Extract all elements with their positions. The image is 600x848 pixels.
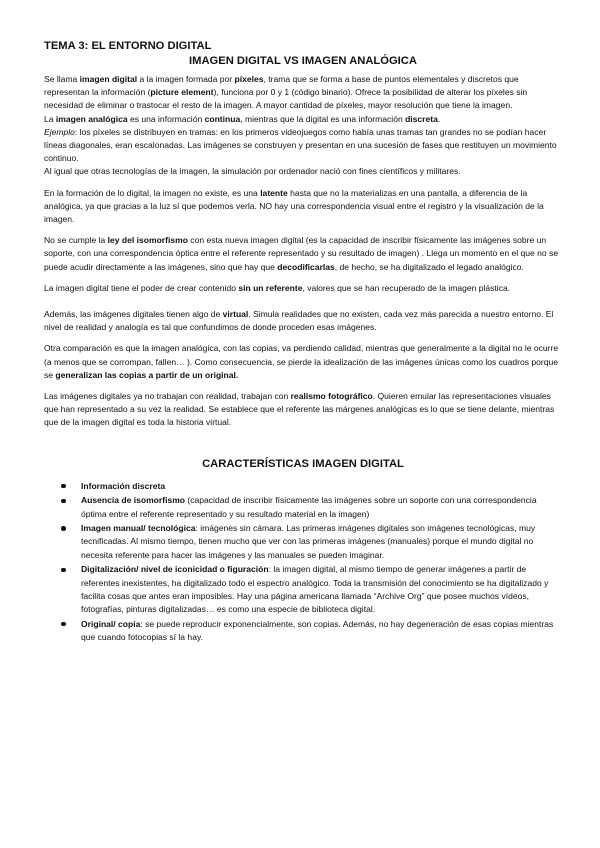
text-run: . Simula realidades que no existen, cada vez más parecida a nuestro entorno. El nivel de realidad y analogía es tal que confundimos de donde proceden esas imágenes. xyxy=(44,309,554,333)
bold-run: sin un referente xyxy=(238,282,303,293)
text-run: : la imagen digital, al mismo tiempo de generar imágenes a partir de referentes inexistentes, ha digitalizado todo el espectro analógico. Toda la transmisión del conocimiento se ha digitalizado y facilita cosas que antes eran imposibles. Hay una página americana llamada “Archive Org” que posee muchos vídeos, fotografías, pinturas digitalizadas… es como una especie de biblioteca digital. xyxy=(81,564,549,614)
document-title: TEMA 3: EL ENTORNO DIGITAL xyxy=(44,40,212,52)
paragraph-formacion-digital xyxy=(44,187,562,227)
list-item xyxy=(81,480,562,493)
text-run: Se llama xyxy=(44,74,80,84)
text-run: No se cumple la xyxy=(44,235,108,246)
bullet-icon xyxy=(61,526,66,531)
list-item xyxy=(81,618,562,644)
italic-run: Ejemplo xyxy=(44,126,75,137)
section-heading-caracteristicas: CARACTERÍSTICAS IMAGEN DIGITAL xyxy=(202,457,404,470)
bold-run: imagen digital xyxy=(79,74,138,84)
text-run: . xyxy=(437,113,441,124)
paragraph-imagen-digital xyxy=(44,73,562,113)
bullet-icon xyxy=(61,568,66,573)
bold-run: Imagen manual/ tecnológica xyxy=(81,523,196,534)
section-heading-imagen-digital-vs-analogica: IMAGEN DIGITAL VS IMAGEN ANALÓGICA xyxy=(189,55,417,67)
bold-run: Información discreta xyxy=(81,480,166,491)
text-run: . Quieren emular las representaciones visuales que han representado a su vez la realidad. Se establece que el referente las márgenes analógicas es lo que se tiene delante, mientras que de la imagen digital es toda la historia virtual. xyxy=(44,391,555,428)
text-run: La xyxy=(44,113,56,124)
paragraph-imagen-analogica xyxy=(44,113,562,126)
paragraph-simulacion: Al igual que otras tecnologías de la imagen, la simulación por ordenador nació con fines científicos y militares. xyxy=(44,166,461,177)
text-run: ), funciona por 0 y 1 (código binario). Ofrece la posibilidad de alterar los píxeles sin necesidad de eliminar o trastocar el resto de la imagen. A mayor cantidad de píxeles, mayor resolución que tiene la imagen. xyxy=(44,87,528,111)
text-run: con esta nueva imagen digital (es la capacidad de inscribir físicamente las imágenes sobre un soporte, con una correspondencia óptica entre el referente representado y su resultado de imagen) . Llega un momento en el que no se puede acudir directamente a las imágenes, sino que hay que xyxy=(44,235,559,272)
bullet-icon xyxy=(61,499,66,504)
bold-run: realismo fotográfico xyxy=(290,391,373,402)
text-run: , de hecho, se ha digitalizado el legado analógico. xyxy=(334,261,524,272)
bold-run: generalizan las copias a partir de un original. xyxy=(55,369,239,380)
bold-run: Digitalización/ nivel de iconicidad o figuración xyxy=(81,564,269,575)
bold-run: continua xyxy=(204,113,241,124)
text-run: : imágenes sin cámara. Las primeras imágenes digitales son imágenes tecnológicas, muy tecnificadas. Al mismo tiempo, tienen mucho que ver con las primeras imágenes (manuales) porque el mundo digital no necesita referente para hacer las imágenes y las manuales se pueden imaginar. xyxy=(81,523,536,560)
text-run: La imagen digital tiene el poder de crear contenido xyxy=(44,282,239,293)
bold-run: discreta xyxy=(405,113,438,124)
bold-run: latente xyxy=(260,187,288,198)
text-run: Las imágenes digitales ya no trabajan con realidad, trabajan con xyxy=(44,391,291,402)
text-run: hasta que no la materializas en una pantalla, a diferencia de la analógica, ya que gracias a la luz sí que podemos verla. NO hay una correspondencia visual entre el registro y la visualización de la imagen. xyxy=(44,187,544,225)
paragraph-ejemplo xyxy=(44,126,562,166)
text-run: En la formación de lo digital, la imagen no existe, es una xyxy=(44,187,261,198)
bold-run: píxeles xyxy=(234,74,264,84)
text-run: (capacidad de inscribir físicamente las imágenes sobre un soporte con una correspondencia óptima entre el referente representado y su resultado material en la imagen) xyxy=(81,495,537,519)
bold-run: picture element xyxy=(150,87,214,98)
bullet-icon xyxy=(61,484,66,489)
bold-run: decodificarlas xyxy=(277,261,335,272)
text-run: Otra comparación es que la imagen analógica, con las copias, va perdiendo calidad, mientras que generalmente a la digital no le ocurre (a menos que se corrompan, fallen… ). Como consecuencia, se pierde la idealización de las imágenes únicas como los cuadros porque se xyxy=(44,343,559,380)
document-page xyxy=(44,40,562,646)
paragraph-realismo xyxy=(44,390,562,430)
bold-run: Original/ copia xyxy=(81,618,141,629)
text-run: a la imagen formada por xyxy=(137,74,235,84)
text-run: : se puede reproducir exponencialmente, son copias. Además, no hay degeneración de esas copias mientras que cuando fotocopias sí la hay. xyxy=(81,618,554,642)
bullet-icon xyxy=(61,622,66,627)
text-run: , valores que se han recuperado de la imagen plástica. xyxy=(302,282,511,293)
paragraph-copias xyxy=(44,342,562,382)
text-run: : los píxeles se distribuyen en tramas: en los primeros videojuegos como había unas tramas tan grandes no se podían hacer líneas diagonales, eran escalonadas. Las imágenes se construyen y presentan en una sucesión de fases que restituyen un movimiento continuo. xyxy=(44,126,557,164)
text-run: , mientras que la digital es una información xyxy=(240,113,406,124)
list-item xyxy=(81,563,562,616)
paragraph-sin-referente xyxy=(44,282,562,295)
list-item xyxy=(81,522,562,562)
text-run: Además, las imágenes digitales tienen algo de xyxy=(44,309,223,320)
bold-run: virtual xyxy=(222,309,249,320)
paragraph-virtual xyxy=(44,308,562,334)
text-run: es una información xyxy=(127,113,205,124)
bold-run: Ausencia de isomorfismo xyxy=(81,495,186,506)
characteristics-list xyxy=(44,480,562,644)
list-item xyxy=(81,494,562,520)
bold-run: imagen analógica xyxy=(55,113,128,124)
bold-run: ley del isomorfismo xyxy=(107,235,188,246)
text-run: , trama que se forma a base de puntos elementales y discretos que representan la información ( xyxy=(44,74,519,98)
paragraph-isomorfismo xyxy=(44,234,562,274)
